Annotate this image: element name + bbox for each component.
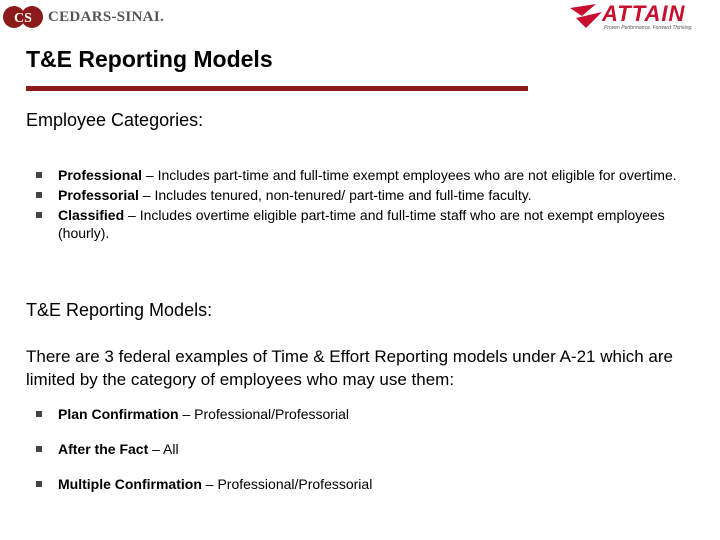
model-desc: – Professional/Professorial	[178, 406, 349, 422]
bullet-icon	[36, 446, 42, 452]
list-item	[36, 186, 696, 204]
attain-logo	[568, 0, 708, 34]
bullet-icon	[36, 212, 42, 218]
model-desc: – All	[148, 441, 179, 457]
category-term: Professorial	[58, 187, 139, 203]
slide-title: T&E Reporting Models	[26, 46, 273, 72]
list-item	[36, 206, 696, 242]
model-term: Plan Confirmation	[58, 406, 179, 422]
attain-wordmark: ATTAIN	[602, 1, 686, 26]
models-intro: There are 3 federal examples of Time & Effort Reporting models under A-21 which are limited by the category of employees who may use them:	[26, 347, 673, 389]
models-list	[36, 405, 696, 510]
bullet-icon	[36, 172, 42, 178]
model-desc: – Professional/Professorial	[201, 476, 373, 492]
attain-tagline: Proven Performance. Forward Thinking.	[604, 25, 693, 31]
list-item	[36, 166, 696, 184]
svg-text:CS: CS	[14, 11, 32, 26]
bullet-icon	[36, 411, 42, 417]
category-desc: – Includes part-time and full-time exempt employees who are not eligible for overtime.	[142, 167, 677, 183]
category-desc: – Includes overtime eligible part-time and full-time staff who are not exempt employees (hourly).	[58, 207, 665, 241]
list-item	[36, 440, 696, 458]
list-item	[36, 475, 696, 493]
categories-list	[36, 166, 696, 244]
title-divider	[26, 86, 528, 91]
list-item	[36, 405, 696, 423]
category-desc: – Includes tenured, non-tenured/ part-time and full-time faculty.	[138, 187, 532, 203]
bullet-icon	[36, 192, 42, 198]
cedars-sinai-mark-icon	[2, 4, 44, 30]
cedars-sinai-wordmark: CEDARS-SINAI.	[48, 8, 165, 25]
category-term: Professional	[58, 167, 143, 183]
model-term: After the Fact	[58, 441, 149, 457]
bullet-icon	[36, 481, 42, 487]
model-term: Multiple Confirmation	[58, 476, 202, 492]
models-heading: T&E Reporting Models:	[26, 300, 213, 320]
categories-heading: Employee Categories:	[26, 110, 204, 130]
category-term: Classified	[58, 207, 125, 223]
cedars-sinai-logo	[2, 4, 164, 30]
